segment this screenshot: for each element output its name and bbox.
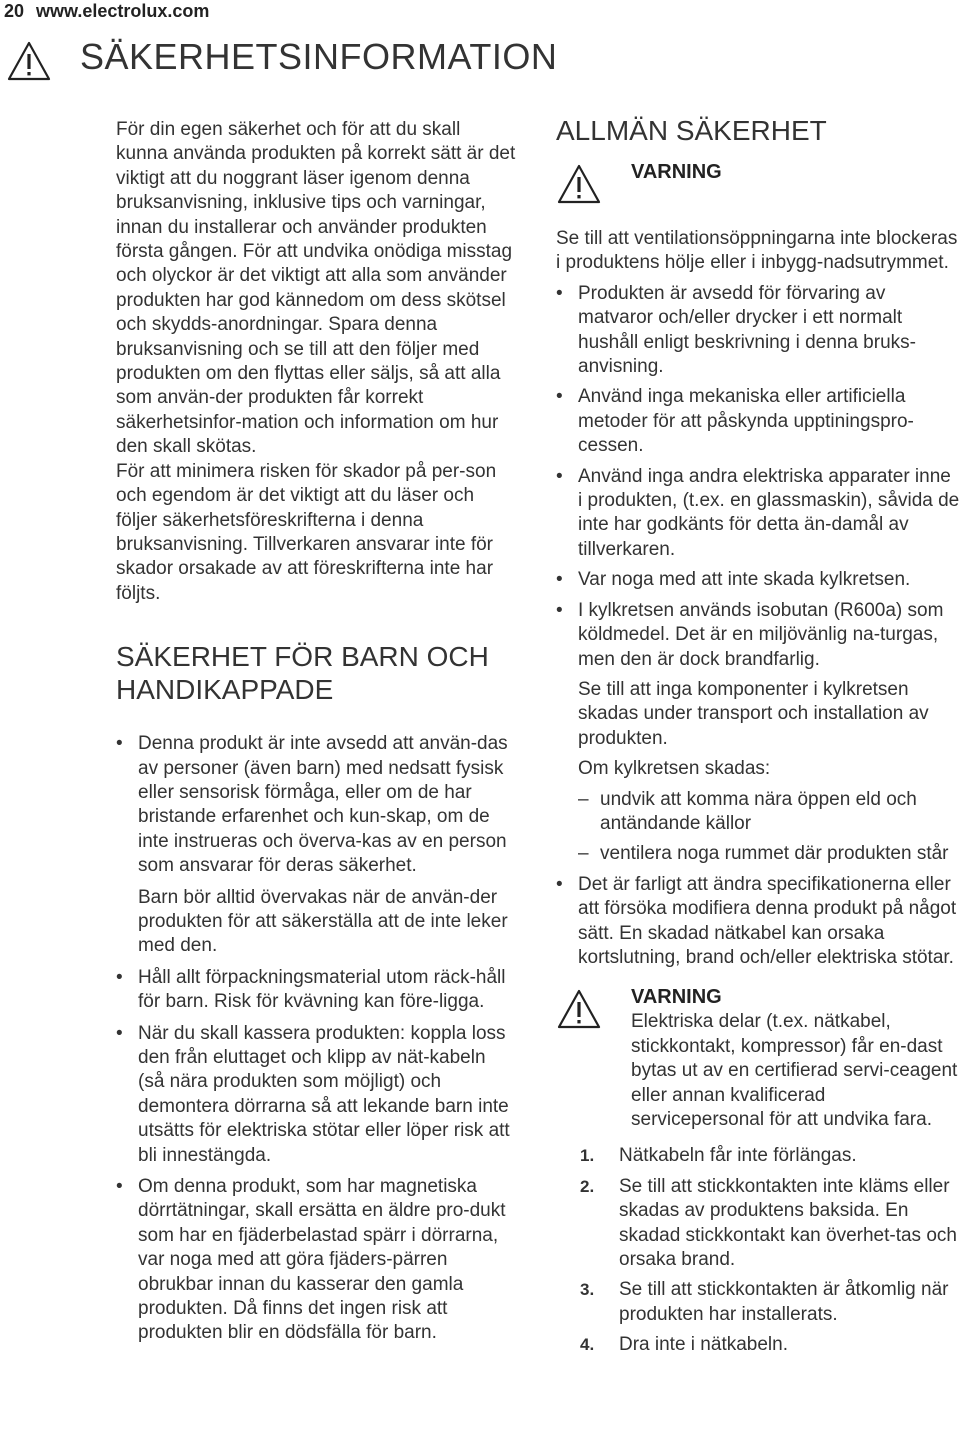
list-item-text: • Använd inga mekaniska eller artificiella metoder för att påskynda upptiningspro-cessen. (578, 386, 914, 457)
list-item-text: • I kylkretsen används isobutan (R600a) som köldmedel. Det är en miljövänlig na-turgas, men den är dock brandfarlig. (578, 599, 944, 670)
left-column (116, 118, 516, 1346)
numbered-item-text: Dra inte i nätkabeln. (619, 1334, 788, 1356)
list-item (116, 966, 516, 1015)
list-item (556, 282, 960, 380)
page-header (4, 0, 209, 24)
list-item (556, 385, 960, 458)
intro-paragraph-2: För att minimera risken för skador på per-son och egendom är det viktigt att du läser och följer säkerhetsföreskrifterna i denna bruksanvisning. Tillverkaren ansvarar inte för skador orsakade av att föreskrifterna inte har följts. (116, 460, 497, 604)
list-item (116, 1175, 516, 1346)
warning-triangle-icon (6, 40, 52, 82)
page-title: SÄKERHETSINFORMATION (80, 36, 558, 77)
header-url: www.electrolux.com (36, 1, 210, 21)
numbered-item (556, 1144, 960, 1168)
list-item (556, 568, 960, 592)
numbered-item (556, 1175, 960, 1273)
list-item (116, 1022, 516, 1168)
numbered-item-number: 1. (580, 1146, 595, 1166)
intro-paragraph: För din egen säkerhet och för att du skall kunna använda produkten på korrekt sätt är det viktigt att du noggrant läser igenom denna bruksanvisning, inklusive tips och varningar, innan du installerar och använder produkten första gången. För att undvika onödiga misstag och olyckor är det viktigt att alla som använder produkten har god kännedom om dess skötsel och skydds-anordningar. Spara denna bruksanvisning och se till att den följer med produkten om den flyttas eller säljs, så att alla som använ-der produkten får korrekt säkerhetsinfor-mation och information om hur den skall skötas. (116, 119, 516, 458)
list-item-text: • Det är farligt att ändra specifikationerna eller att försöka modifiera denna produkt på något sätt. En skadad nätkabel kan orsaka kortslutning, brand och/eller elektriska stötar. (578, 873, 957, 968)
warning-triangle-icon (556, 163, 602, 205)
warning-box (556, 159, 960, 185)
dash-item (556, 842, 960, 866)
numbered-item (556, 1278, 960, 1327)
list-item-note: Barn bör alltid övervakas när de använ-der produkten för att säkerställa att de inte leker med den. (138, 886, 508, 957)
list-item-text: • Använd inga andra elektriska apparater inne i produkten, (t.ex. en glassmaskin), såvida de inte har godkänts för detta än-damål av tillverkaren. (578, 465, 960, 560)
numbered-item-number: 3. (580, 1280, 595, 1300)
list-item (116, 732, 516, 959)
warning-triangle-icon (556, 988, 602, 1030)
numbered-item (556, 1333, 960, 1357)
warning-label: VARNING (631, 161, 722, 183)
dash-item-text: – undvik att komma nära öppen eld och antändande källor (600, 788, 917, 834)
page-number: 20 (4, 1, 25, 21)
right-column (556, 114, 960, 1358)
warning-label: VARNING (631, 986, 722, 1009)
numbered-item-text: Se till att stickkontakten inte kläms eller skadas av produktens baksida. En skadad stickkontakt kan överhet-tas och orsaka brand. (619, 1175, 957, 1271)
list-item (556, 599, 960, 782)
list-item-text: • Var noga med att inte skada kylkretsen. (578, 569, 911, 591)
list-item-text: • Denna produkt är inte avsedd att använ-das av personer (även barn) med nedsatt fysisk eller sensorisk förmåga, eller om de har bristande erfarenhet och kun-skap, om de inte instrueras och överva-kas av en person som ansvarar för deras säkerhet. (138, 733, 508, 877)
section-title-general: ALLMÄN SÄKERHET (556, 115, 827, 146)
list-item-text: • Om denna produkt, som har magnetiska dörrtätningar, skall ersätta en äldre pro-dukt som har en fjäderbelastad spärr i dörrarna, var noga med att göra fjäders-pärren obrukbar innan du kasserar den gamla produkten. Då finns det ingen risk att produkten blir en dödsfälla för barn. (138, 1176, 506, 1344)
dash-item-text: – ventilera noga rummet där produkten står (600, 843, 949, 865)
numbered-item-number: 2. (580, 1176, 595, 1196)
list-item-text: • Håll allt förpackningsmaterial utom räck-håll för barn. Risk för kvävning kan före-ligga. (138, 966, 506, 1013)
numbered-item-text: Nätkabeln får inte förlängas. (619, 1145, 857, 1167)
numbered-list (556, 1144, 960, 1357)
list-item-text: • När du skall kassera produkten: koppla loss den från eluttaget och klipp av nät-kabeln (så nära produkten som möjligt) och demontera dörrarna så att lekande barn inte utsätts för elektriska stötar eller löper risk att bli innestängda. (138, 1022, 510, 1166)
list-item-note: Om kylkretsen skadas: (578, 758, 771, 780)
warning-box (556, 984, 960, 1132)
list-item (556, 465, 960, 563)
list-item-note: Se till att inga komponenter i kylkretsen skadas under transport och installation av produkten. (578, 678, 929, 749)
numbered-item-text: Se till att stickkontakten är åtkomlig när produkten har installerats. (619, 1279, 949, 1325)
numbered-item-number: 4. (580, 1335, 595, 1355)
warning-text: Elektriska delar (t.ex. nätkabel, stickkontakt, kompressor) får en-dast bytas ut av en certifierad servi-ceagent eller annan kvalificerad servicepersonal för att undvika fara. (631, 1011, 958, 1130)
list-item-text: • Produkten är avsedd för förvaring av matvaror och/eller drycker i ett normalt hushåll enligt beskrivning i denna bruks-anvisning. (578, 282, 916, 378)
warning-text: Se till att ventilationsöppningarna inte blockeras i produktens hölje eller i inbygg-nadsutrymmet. (556, 228, 958, 274)
dash-item (556, 788, 960, 837)
section-title-children: SÄKERHET FÖR BARN OCH HANDIKAPPADE (116, 641, 489, 706)
list-item (556, 873, 960, 971)
